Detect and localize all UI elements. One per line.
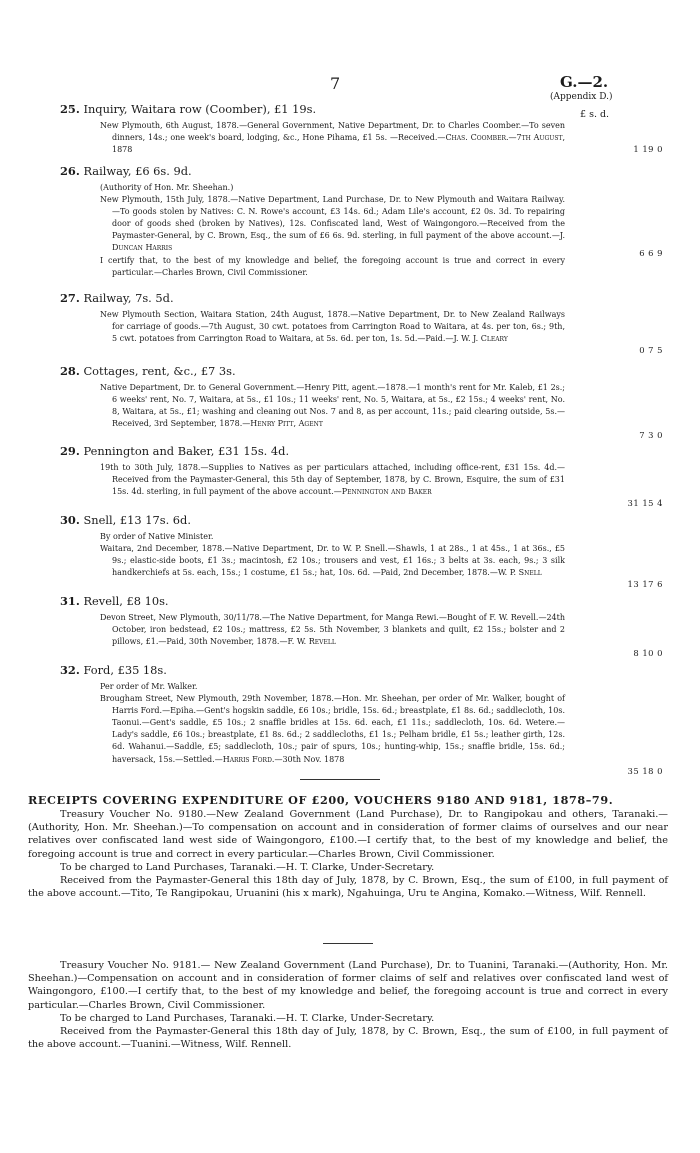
entry-amount: 1 19 0	[633, 144, 663, 154]
entry-amount: 13 17 6	[627, 579, 663, 589]
voucher-9181-paragraph: Treasury Voucher No. 9181.— New Zealand Government (Land Purchase), Dr. to Tuanini, Taranaki.—(Authority, Hon. Mr. Sheehan.)—Compensation on account and in consideration of former claims of self and relatives over confiscated land west of Waingongoro, £100.—I certify that, to the best of my knowledge and belief, the foregoing account is true and correct in every particular.—Charles Brown, Civil Commissioner.	[28, 960, 668, 1011]
entry-body: New Plymouth Section, Waitara Station, 24th August, 1878.—Native Department, Dr. to New Zealand Railways for carriage of goods.—7th August, 30 cwt. potatoes from Carrington Road to Waitara, at 4s. per ton, 6s.; 9th, 5 cwt. potatoes from Carrington Road to Waitara, at 5s. 6d. per ton, 1s. 5d.—Paid.—J. W. J. Cleary	[100, 310, 565, 344]
page-number: 7	[330, 74, 341, 93]
entry-number: 29.	[60, 444, 80, 458]
document-reference: G.—2.	[560, 73, 609, 91]
receipts-section	[28, 793, 668, 900]
entry-signature: J. Duncan Harris	[112, 231, 565, 253]
entry-amount: 0 7 5	[639, 345, 663, 355]
entry-amount: 31 15 4	[627, 498, 663, 508]
entry-title: Pennington and Baker, £31 15s. 4d.	[83, 444, 290, 458]
entry-signature: F. W. Revell	[287, 637, 336, 647]
entry-signature: Harris Ford.	[222, 754, 275, 764]
entry-body: 19th to 30th July, 1878.—Supplies to Natives as per particulars attached, including office-rent, £31 15s. 4d.—Received from the Paymaster-General, this 5th day of September, 1878, by C. Brown, Esquire, the sum of £31 15s. 4d. sterling, in full payment of the above account.—Pennington and Baker	[100, 463, 565, 497]
entry-title: Railway, 7s. 5d.	[83, 291, 174, 305]
entry-number: 27.	[60, 291, 80, 305]
entry-body: Waitara, 2nd December, 1878.—Native Department, Dr. to W. P. Snell.—Shawls, 1 at 28s., 1 at 45s., 1 at 36s., £5 9s.; elastic-side boots, £1 3s.; macintosh, £2 10s.; trousers and vest, £1 16s.; 3 belts at 3s. each, 9s.; 3 silk handkerchiefs at 5s. each, 15s.; 1 costume, £1 5s.; hat, 10s. 6d. —Paid, 2nd December, 1878.—W. P. Snell	[100, 544, 565, 578]
voucher-9180-charge: To be charged to Land Purchases, Taranaki.—H. T. Clarke, Under-Secretary.	[60, 861, 435, 873]
section-title: RECEIPTS COVERING EXPENDITURE OF £200, VOUCHERS 9180 AND 9181, 1878–79.	[28, 793, 614, 807]
entry-body: Devon Street, New Plymouth, 30/11/78.—The Native Department, for Manga Rewi.—Bought of F. W. Revell.—24th October, iron bedstead, £2 10s.; mattress, £2 5s. 5th November, 3 blankets and quilt, £2 15s.; bolster and 2 pillows, £1.—Paid, 30th November, 1878.—F. W. Revell	[100, 613, 565, 647]
entry-number: 31.	[60, 594, 80, 608]
entry-number: 28.	[60, 364, 80, 378]
entry-amount: 7 3 0	[639, 430, 663, 440]
section-divider	[323, 943, 373, 944]
entry-certification: I certify that, to the best of my knowledge and belief, the foregoing account is true and correct in every particular.—Charles Brown, Civil Commissioner.	[100, 255, 565, 277]
entry-title: Railway, £6 6s. 9d.	[83, 164, 192, 178]
entry-title: Cottages, rent, &c., £7 3s.	[83, 364, 236, 378]
entry-byline: By order of Native Minister.	[100, 532, 214, 541]
entry-title: Inquiry, Waitara row (Coomber), £1 19s.	[83, 102, 317, 116]
voucher-9181-section	[28, 958, 668, 1051]
entry-amount: 35 18 0	[627, 766, 663, 776]
voucher-9180-paragraph: Treasury Voucher No. 9180.—New Zealand Government (Land Purchase), Dr. to Rangipokau and others, Taranaki.—(Authority, Hon. Mr. Sheehan.)—To compensation on account and in consideration of former claims of ourselves and our near relatives over confiscated land west side of Waingongoro, £100.—I certify that, to the best of my knowledge and belief, the foregoing account is true and correct in every particular.—Charles Brown, Civil Commissioner.	[28, 809, 668, 860]
entry-amount: 6 6 9	[639, 248, 663, 258]
entry-title: Ford, £35 18s.	[83, 663, 167, 677]
appendix-label: (Appendix D.)	[550, 92, 613, 102]
entry-title: Snell, £13 17s. 6d.	[83, 513, 191, 527]
section-divider	[300, 779, 380, 780]
entry-body: Native Department, Dr. to General Government.—Henry Pitt, agent.—1878.—1 month's rent for Mr. Kaleb, £1 2s.; 6 weeks' rent, No. 7, Waitara, at 5s., £1 10s.; 11 weeks' rent, No. 5, Waitara, at 5s., £2 15s.; 4 weeks' rent, No. 8, Waitara, at 5s., £1; washing and cleaning out Nos. 7 and 8, as per account, 11s.; paid clearing outside, 5s.—Received, 3rd September, 1878.—Henry Pitt, Agent	[100, 383, 565, 429]
entry-body: New Plymouth, 6th August, 1878.—General Government, Native Department, Dr. to Charles Coomber.—To seven dinners, 14s.; one week's board, lodging, &c., Hone Pihama, £1 5s. —Received.—Chas. Coomber.—7th August, 1878	[100, 121, 566, 155]
entry-body: Brougham Street, New Plymouth, 29th November, 1878.—Hon. Mr. Sheehan, per order of Mr. Walker, bought of Harris Ford.—Epiha.—Gent's hogskin saddle, £6 10s.; bridle, 15s. 6d.; breastplate, £1 8s. 6d.; saddlecloth, 10s. Taonui.—Gent's saddle, £5 10s.; 2 snaffle bridles at 15s. 6d. each, £1 11s.; saddlecloth, 10s. 6d. Wetere.—Lady's saddle, £6 10s.; breastplate, £1 8s. 6d.; 2 saddlecloths, £1 1s.; Pelham bridle, £1 5s.; leather girth, 12s. 6d. Wahanui.—Saddle, £5; saddlecloth, 10s.; pair of spurs, 10s.; hunting-whip, 15s.; snaffle bridle, 15s. 6d.; haversack, 15s.—Settled.—Harris Ford.—30th Nov. 1878	[100, 694, 565, 764]
entry-number: 30.	[60, 513, 80, 527]
entry-signature: J. W. J. Cleary	[453, 334, 508, 344]
entry-byline: Per order of Mr. Walker.	[100, 682, 198, 691]
entry-number: 32.	[60, 663, 80, 677]
voucher-9181-receipt: Received from the Paymaster-General this 18th day of July, 1878, by C. Brown, Esq., the sum of £100, in full payment of the above account.—Tuanini.—Witness, Wilf. Rennell.	[28, 1026, 668, 1051]
entry-signature: Pennington and Baker	[341, 487, 432, 497]
currency-column-heading: £ s. d.	[580, 109, 610, 120]
entry-number: 26.	[60, 164, 80, 178]
entry-amount: 8 10 0	[633, 648, 663, 658]
entry-byline: (Authority of Hon. Mr. Sheehan.)	[100, 183, 234, 192]
voucher-9181-charge: To be charged to Land Purchases, Taranaki.—H. T. Clarke, Under-Secretary.	[60, 1012, 435, 1024]
entry-signature: Henry Pitt, Agent	[250, 419, 323, 429]
entry-signature: W. P. Snell	[497, 568, 542, 578]
voucher-9180-receipt: Received from the Paymaster-General this 18th day of July, 1878, by C. Brown, Esq., the sum of £100, in full payment of the above account.—Tito, Te Rangipokau, Uruanini (his x mark), Ngahuinga, Uru te Angina, Komako.—Witness, Wilf. Rennell.	[28, 875, 668, 900]
entry-number: 25.	[60, 102, 80, 116]
entry-title: Revell, £8 10s.	[83, 594, 169, 608]
entry-signature: Chas. Coomber.—7th August, 1878	[112, 133, 566, 155]
entry-body: New Plymouth, 15th July, 1878.—Native Department, Land Purchase, Dr. to New Plymouth and Waitara Railway.—To goods stolen by Natives: C. N. Rowe's account, £3 14s. 6d.; Adam Lile's account, £2 0s. 3d. To repairing door of goods shed (broken by Natives), 12s. Confiscated land, West of Waingongoro.—Received from the Paymaster-General, by C. Brown, Esq., the sum of £6 6s. 9d. sterling, in full payment of the above account.—J. Duncan Harris	[100, 195, 565, 253]
